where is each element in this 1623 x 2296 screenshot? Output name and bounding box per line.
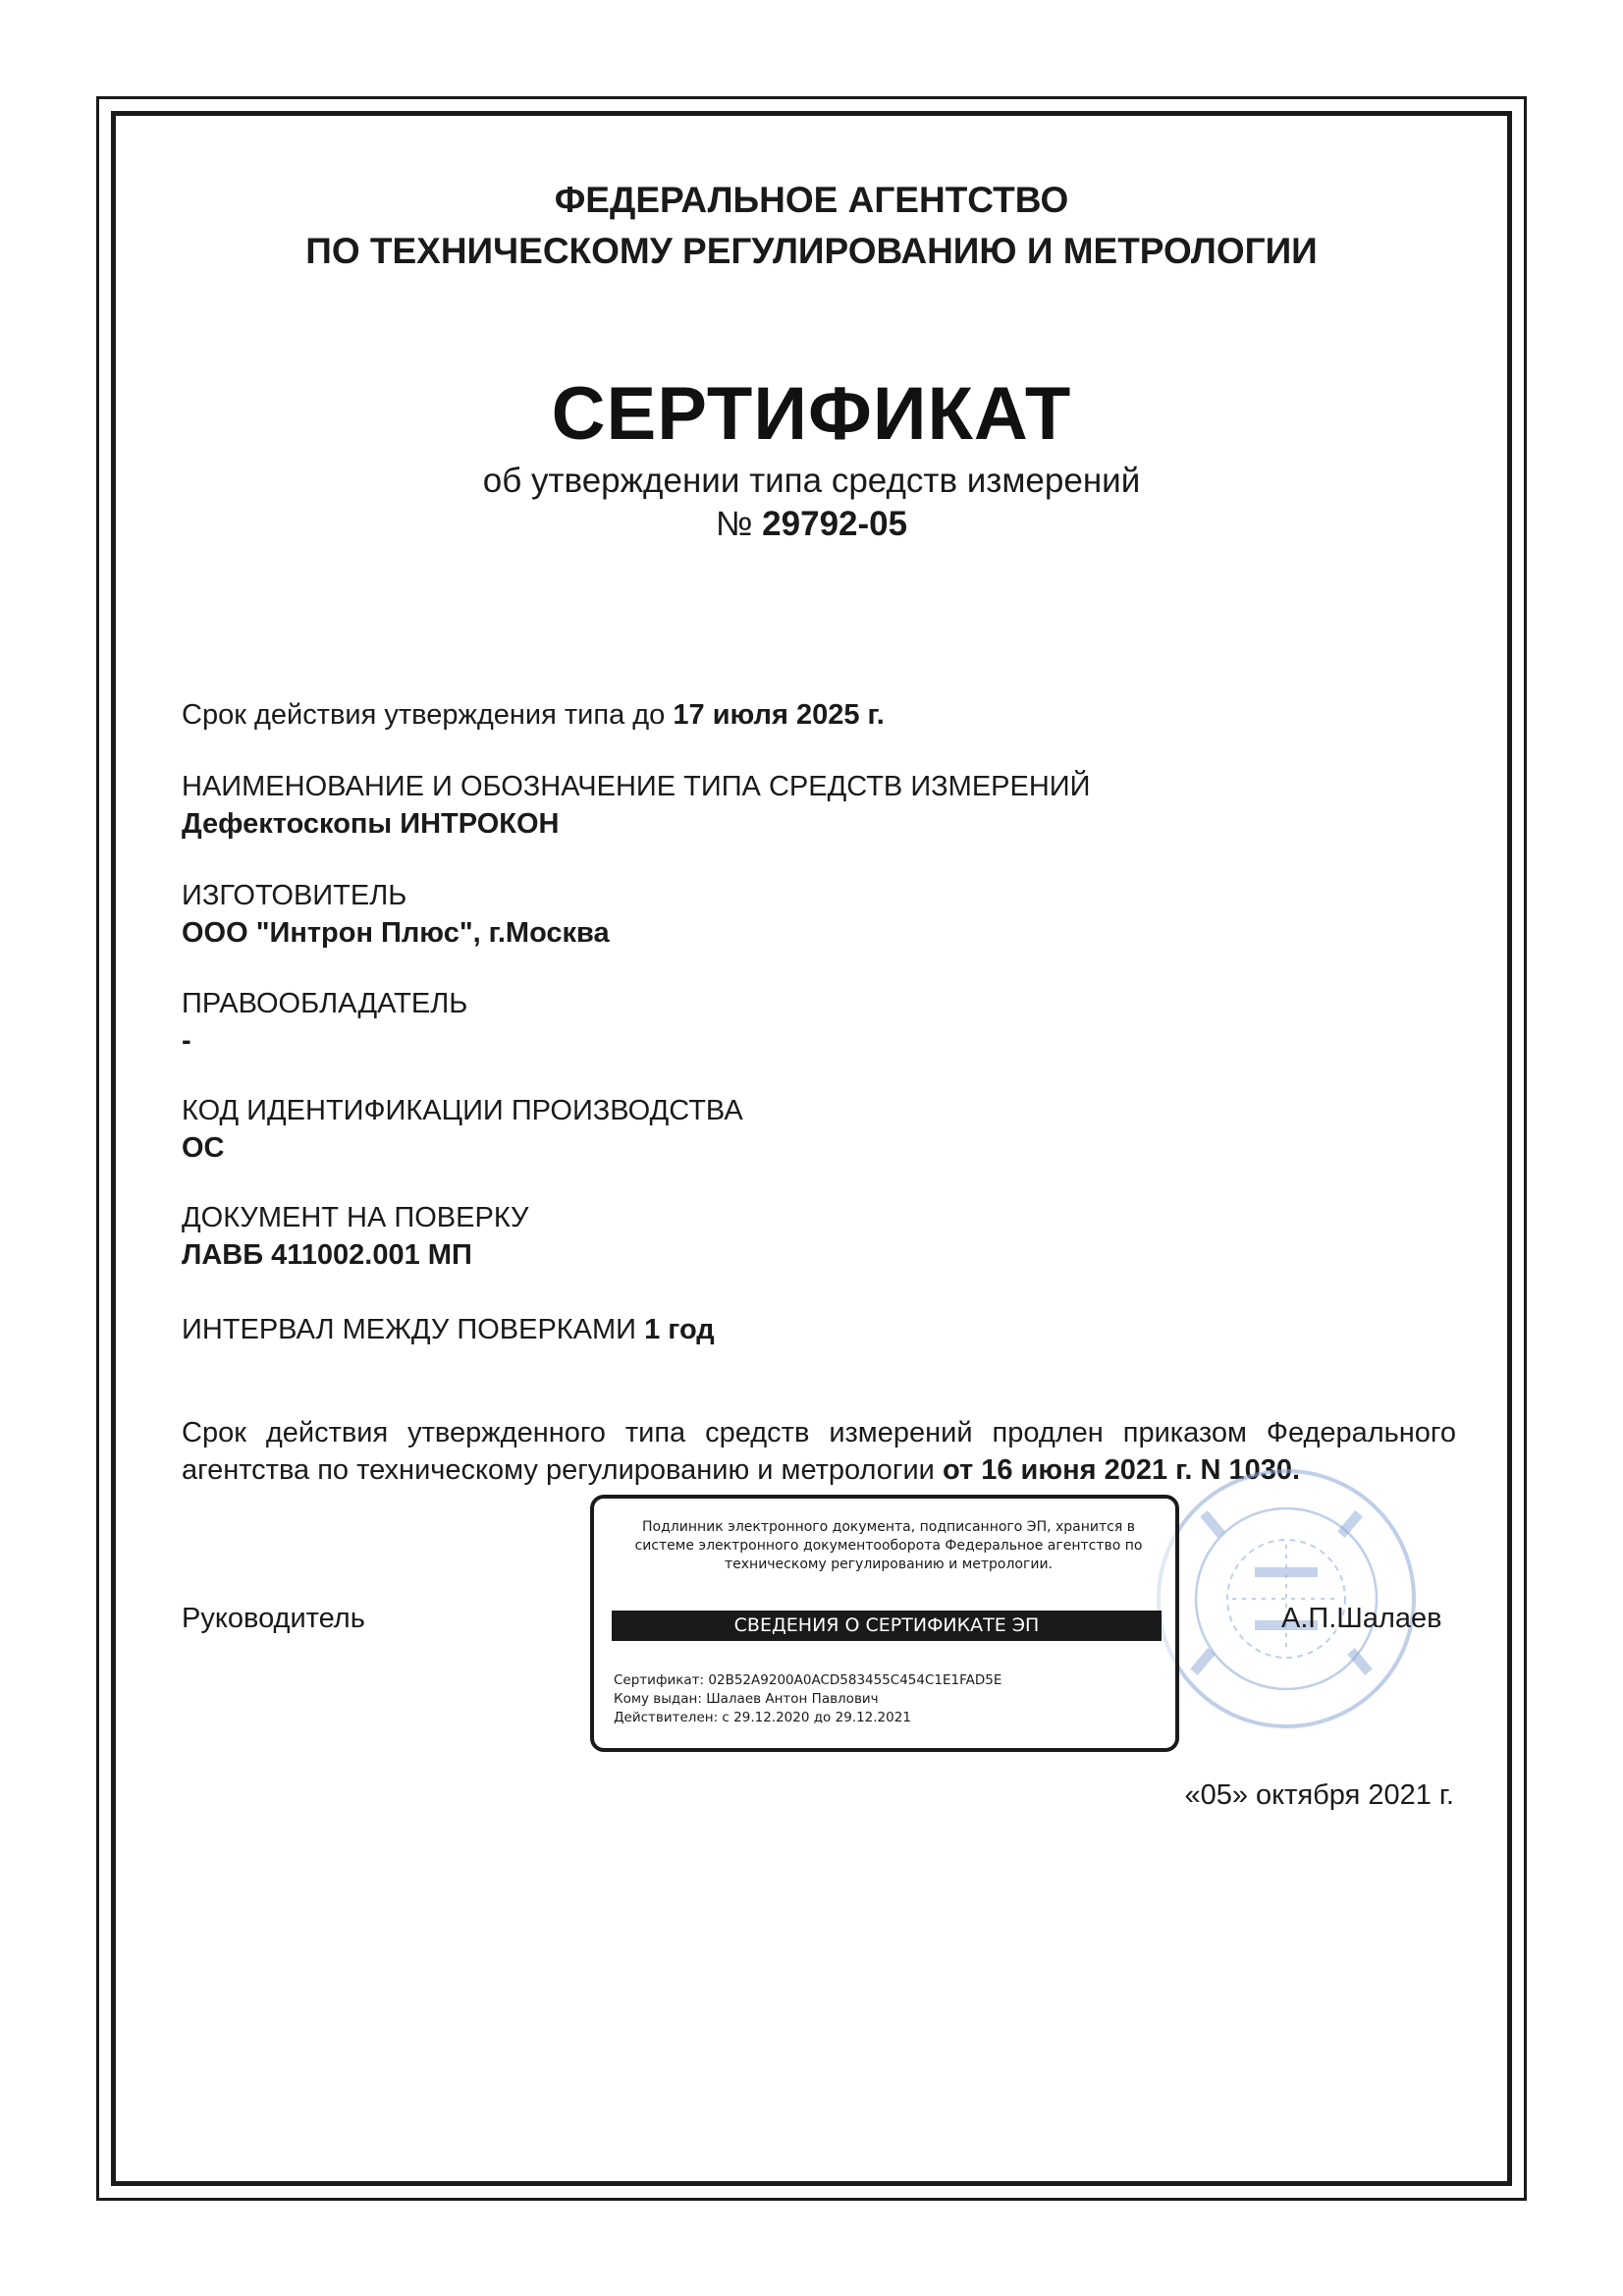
extension-order: от 16 июня 2021 г. N 1030. — [942, 1454, 1301, 1486]
ep-valid-label: Действителен: — [614, 1710, 719, 1725]
extension-text: Срок действия утвержденного типа средств измерений продлен приказом Федерального агентства по техническому регулированию и метрологии — [182, 1417, 1456, 1486]
validity-label: Срок действия утверждения типа до — [182, 699, 666, 731]
certificate-subtitle: об утверждении типа средств измерений — [482, 462, 1141, 500]
field-production-code — [182, 1092, 743, 1167]
field-value: - — [182, 1025, 191, 1057]
field-label: КОД ИДЕНТИФИКАЦИИ ПРОИЗВОДСТВА — [182, 1095, 743, 1126]
ep-certificate-value: 02B52A9200A0ACD583455C454C1E1FAD5E — [708, 1672, 1002, 1688]
agency-name — [111, 175, 1512, 277]
agency-line-2: ПО ТЕХНИЧЕСКОМУ РЕГУЛИРОВАНИЮ И МЕТРОЛОГИИ — [305, 231, 1318, 271]
interval-label: ИНТЕРВАЛ МЕЖДУ ПОВЕРКАМИ — [182, 1314, 637, 1345]
electronic-signature-box — [590, 1495, 1179, 1752]
field-rights-holder — [182, 985, 467, 1060]
number-value: 29792-05 — [762, 505, 908, 543]
number-prefix: № — [715, 505, 753, 543]
ep-valid-row — [614, 1709, 1001, 1727]
ep-banner: СВЕДЕНИЯ О СЕРТИФИКАТЕ ЭП — [612, 1611, 1162, 1641]
field-label: ДОКУМЕНТ НА ПОВЕРКУ — [182, 1202, 529, 1233]
field-label: ИЗГОТОВИТЕЛЬ — [182, 880, 407, 911]
ep-note: Подлинник электронного документа, подписанного ЭП, хранится в системе электронного документооборота Федеральное агентство по техническому регулированию и метрологии. — [634, 1519, 1143, 1572]
ep-certificate-row — [614, 1671, 1001, 1690]
ep-issued-to-label: Кому выдан: — [614, 1691, 702, 1707]
ep-issued-to-row — [614, 1690, 1001, 1709]
signatory-role: Руководитель — [182, 1603, 365, 1634]
signatory-name: А.П.Шалаев — [1281, 1603, 1442, 1634]
ep-certificate-label: Сертификат: — [614, 1672, 705, 1688]
field-verification-document — [182, 1199, 528, 1274]
field-value: Дефектоскопы ИНТРОКОН — [182, 808, 560, 840]
field-value: ОС — [182, 1132, 225, 1164]
ep-valid-value: с 29.12.2020 до 29.12.2021 — [722, 1710, 911, 1725]
field-manufacturer — [182, 877, 610, 952]
certificate-number — [111, 505, 1512, 544]
field-label: НАИМЕНОВАНИЕ И ОБОЗНАЧЕНИЕ ТИПА СРЕДСТВ ИЗМЕРЕНИЙ — [182, 771, 1091, 802]
agency-line-1: ФЕДЕРАЛЬНОЕ АГЕНТСТВО — [554, 180, 1069, 220]
field-type-name — [182, 768, 1091, 843]
ep-details — [614, 1671, 1001, 1727]
issue-date: «05» октября 2021 г. — [1184, 1779, 1454, 1811]
field-value: ООО "Интрон Плюс", г.Москва — [182, 917, 610, 949]
validity-value: 17 июля 2025 г. — [673, 699, 885, 731]
official-seal — [1139, 1451, 1419, 1746]
interval-value: 1 год — [644, 1314, 715, 1345]
field-interval — [182, 1311, 715, 1348]
field-value: ЛАВБ 411002.001 МП — [182, 1239, 472, 1271]
field-label: ПРАВООБЛАДАТЕЛЬ — [182, 988, 468, 1019]
ep-issued-to-value: Шалаев Антон Павлович — [706, 1691, 879, 1707]
validity-line — [182, 699, 885, 732]
certificate-title: СЕРТИФИКАТ — [551, 372, 1072, 456]
